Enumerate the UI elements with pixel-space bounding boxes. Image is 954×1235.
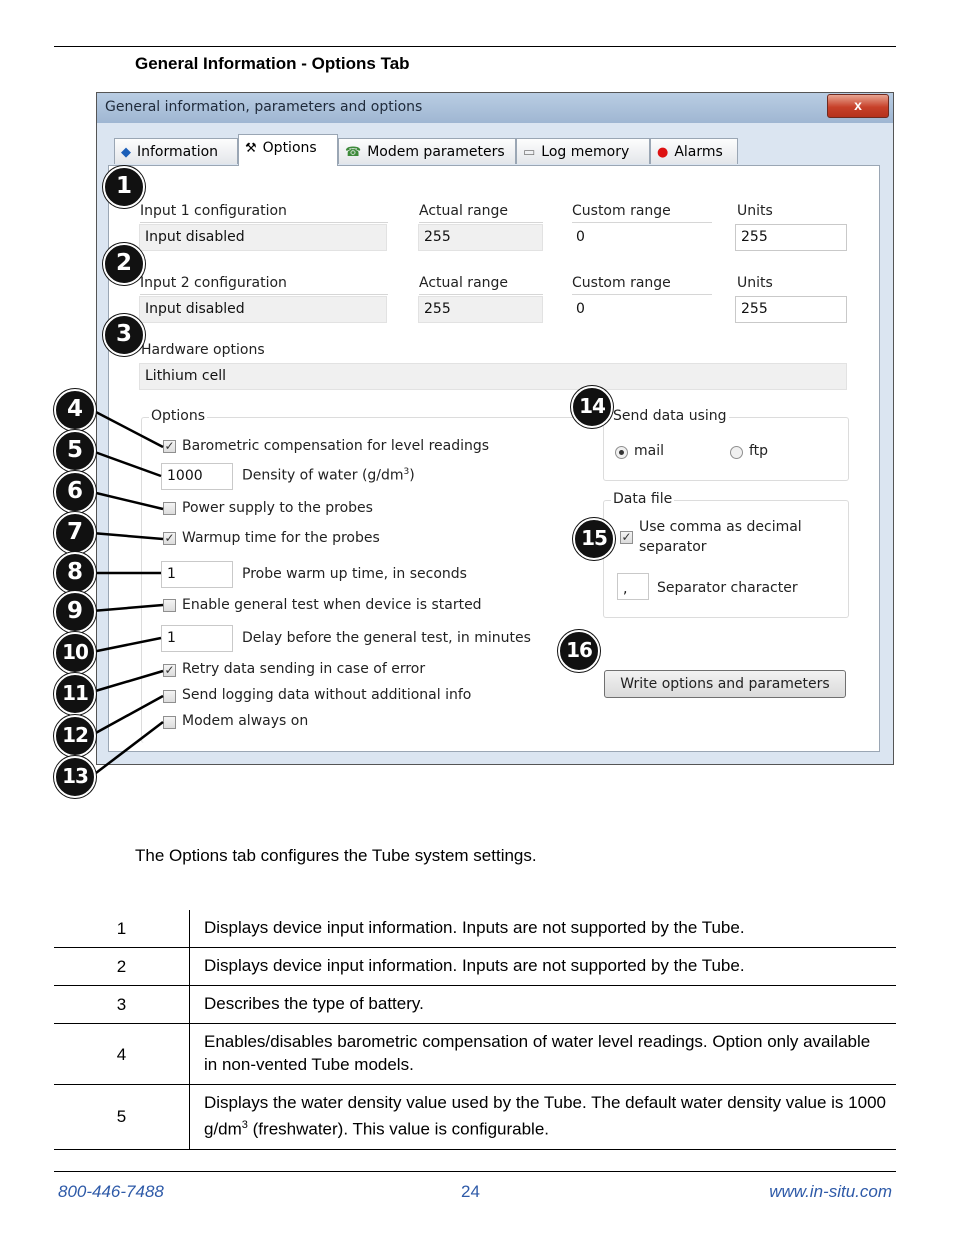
row-number: 3: [54, 986, 190, 1024]
input1-units-label: Units: [737, 203, 773, 219]
footer-rule: [54, 1171, 896, 1172]
delay-label: Delay before the general test, in minutes: [242, 630, 531, 646]
callout-2: 2: [103, 243, 145, 285]
retry-label: Retry data sending in case of error: [182, 661, 426, 677]
callout-4: 4: [54, 389, 96, 431]
input2-units-field[interactable]: 255: [735, 296, 847, 323]
input2-units-label: Units: [737, 275, 773, 291]
row-description: [190, 1085, 897, 1150]
row-description: Displays device input information. Inputs are not supported by the Tube.: [190, 910, 897, 948]
callout-6: 6: [54, 471, 96, 513]
callout-16: 16: [558, 630, 600, 672]
section-title: General Information - Options Tab: [135, 54, 410, 73]
comma-separator-label-line2: separator: [639, 539, 707, 555]
memory-icon: ▭: [523, 145, 536, 160]
footer-website[interactable]: www.in-situ.com: [769, 1182, 892, 1201]
delay-input[interactable]: 1: [161, 625, 233, 652]
input1-actual-range-field[interactable]: 255: [418, 224, 543, 251]
separator-input[interactable]: ,: [617, 573, 649, 600]
row-number: 5: [54, 1085, 190, 1150]
row-description: Enables/disables barometric compensation of water level readings. Option only available in non-vented Tube models.: [190, 1024, 897, 1085]
row-number: 2: [54, 948, 190, 986]
mail-label: mail: [634, 443, 664, 459]
tab-label: Options: [262, 140, 317, 156]
send-data-label: Send data using: [613, 408, 727, 424]
separator-label: Separator character: [657, 580, 798, 596]
window-title: General information, parameters and options: [105, 99, 423, 115]
table-row: [54, 1085, 896, 1150]
callout-7: 7: [54, 512, 96, 554]
density-sup: 3: [403, 467, 410, 477]
row-description: Displays device input information. Inputs are not supported by the Tube.: [190, 948, 897, 986]
options-group-label: Options: [151, 408, 206, 424]
callout-3: 3: [103, 314, 145, 356]
warmup-label: Warmup time for the probes: [182, 530, 380, 546]
callout-10: 10: [54, 632, 96, 674]
close-button[interactable]: x: [827, 94, 889, 118]
hardware-options-field[interactable]: Lithium cell: [139, 363, 847, 390]
input2-custom-range-field[interactable]: 0: [570, 296, 710, 323]
input1-custom-range-field[interactable]: 0: [570, 224, 710, 251]
input2-config-field[interactable]: Input disabled: [139, 296, 387, 323]
warmup-time-label: Probe warm up time, in seconds: [242, 566, 467, 582]
density-label-end: ): [409, 467, 415, 484]
barometric-checkbox[interactable]: ✓: [164, 439, 175, 453]
input2-custom-range-label: Custom range: [572, 275, 671, 291]
page-number: 24: [461, 1182, 480, 1201]
retry-checkbox[interactable]: ✓: [164, 663, 175, 677]
callout-9: 9: [54, 591, 96, 633]
input2-actual-range-field[interactable]: 255: [418, 296, 543, 323]
comma-separator-label-line1: Use comma as decimal: [639, 519, 802, 535]
input1-units-field[interactable]: 255: [735, 224, 847, 251]
power-supply-label: Power supply to the probes: [182, 500, 373, 516]
table-row: [54, 910, 896, 948]
row-description: Describes the type of battery.: [190, 986, 897, 1024]
intro-text: The Options tab configures the Tube system settings.: [135, 846, 537, 865]
hardware-options-label: Hardware options: [141, 342, 265, 358]
callout-5: 5: [54, 430, 96, 472]
tab-label: Modem parameters: [367, 144, 505, 160]
tools-icon: ⚒: [245, 141, 257, 156]
row-number: 4: [54, 1024, 190, 1085]
write-options-button[interactable]: Write options and parameters: [604, 670, 846, 698]
callout-12: 12: [54, 715, 96, 757]
table-row: [54, 948, 896, 986]
ftp-label: ftp: [749, 443, 769, 459]
alarm-icon: ●: [657, 145, 669, 160]
warmup-time-input[interactable]: 1: [161, 561, 233, 588]
tab-label: Information: [137, 144, 219, 160]
info-icon: ◆: [121, 145, 131, 160]
warmup-checkbox[interactable]: ✓: [164, 531, 175, 545]
input1-config-field[interactable]: Input disabled: [139, 224, 387, 251]
callout-8: 8: [54, 552, 96, 594]
table-row: [54, 1024, 896, 1085]
comma-separator-checkbox[interactable]: ✓: [621, 530, 632, 544]
callout-13: 13: [54, 756, 96, 798]
callout-11: 11: [54, 673, 96, 715]
data-file-label: Data file: [613, 491, 673, 507]
modem-on-label: Modem always on: [182, 713, 309, 729]
send-logging-label: Send logging data without additional info: [182, 687, 472, 703]
input2-config-label: Input 2 configuration: [140, 275, 287, 291]
table-row: [54, 986, 896, 1024]
callout-description-table: [54, 910, 896, 1150]
row-description-sup: 3: [241, 1119, 248, 1131]
input2-actual-range-label: Actual range: [419, 275, 509, 291]
callout-14: 14: [571, 386, 613, 428]
input1-custom-range-label: Custom range: [572, 203, 671, 219]
tab-label: Alarms: [674, 144, 723, 160]
input1-actual-range-label: Actual range: [419, 203, 509, 219]
barometric-label: Barometric compensation for level readings: [182, 438, 490, 454]
row-number: 1: [54, 910, 190, 948]
footer-phone: 800-446-7488: [58, 1182, 164, 1201]
density-input[interactable]: 1000: [161, 463, 233, 490]
density-label-text: Density of water (g/dm: [242, 467, 404, 484]
callout-1: 1: [103, 166, 145, 208]
modem-icon: ☎: [345, 145, 362, 160]
row-description-text: Displays the water density value used by the Tube. The default water density value is 1000 g/dm: [204, 1093, 886, 1139]
tab-label: Log memory: [541, 144, 630, 160]
callout-15: 15: [573, 518, 615, 560]
input1-config-label: Input 1 configuration: [140, 203, 287, 219]
row-description-text-end: (freshwater). This value is configurable.: [247, 1119, 550, 1139]
general-test-label: Enable general test when device is started: [182, 597, 482, 613]
